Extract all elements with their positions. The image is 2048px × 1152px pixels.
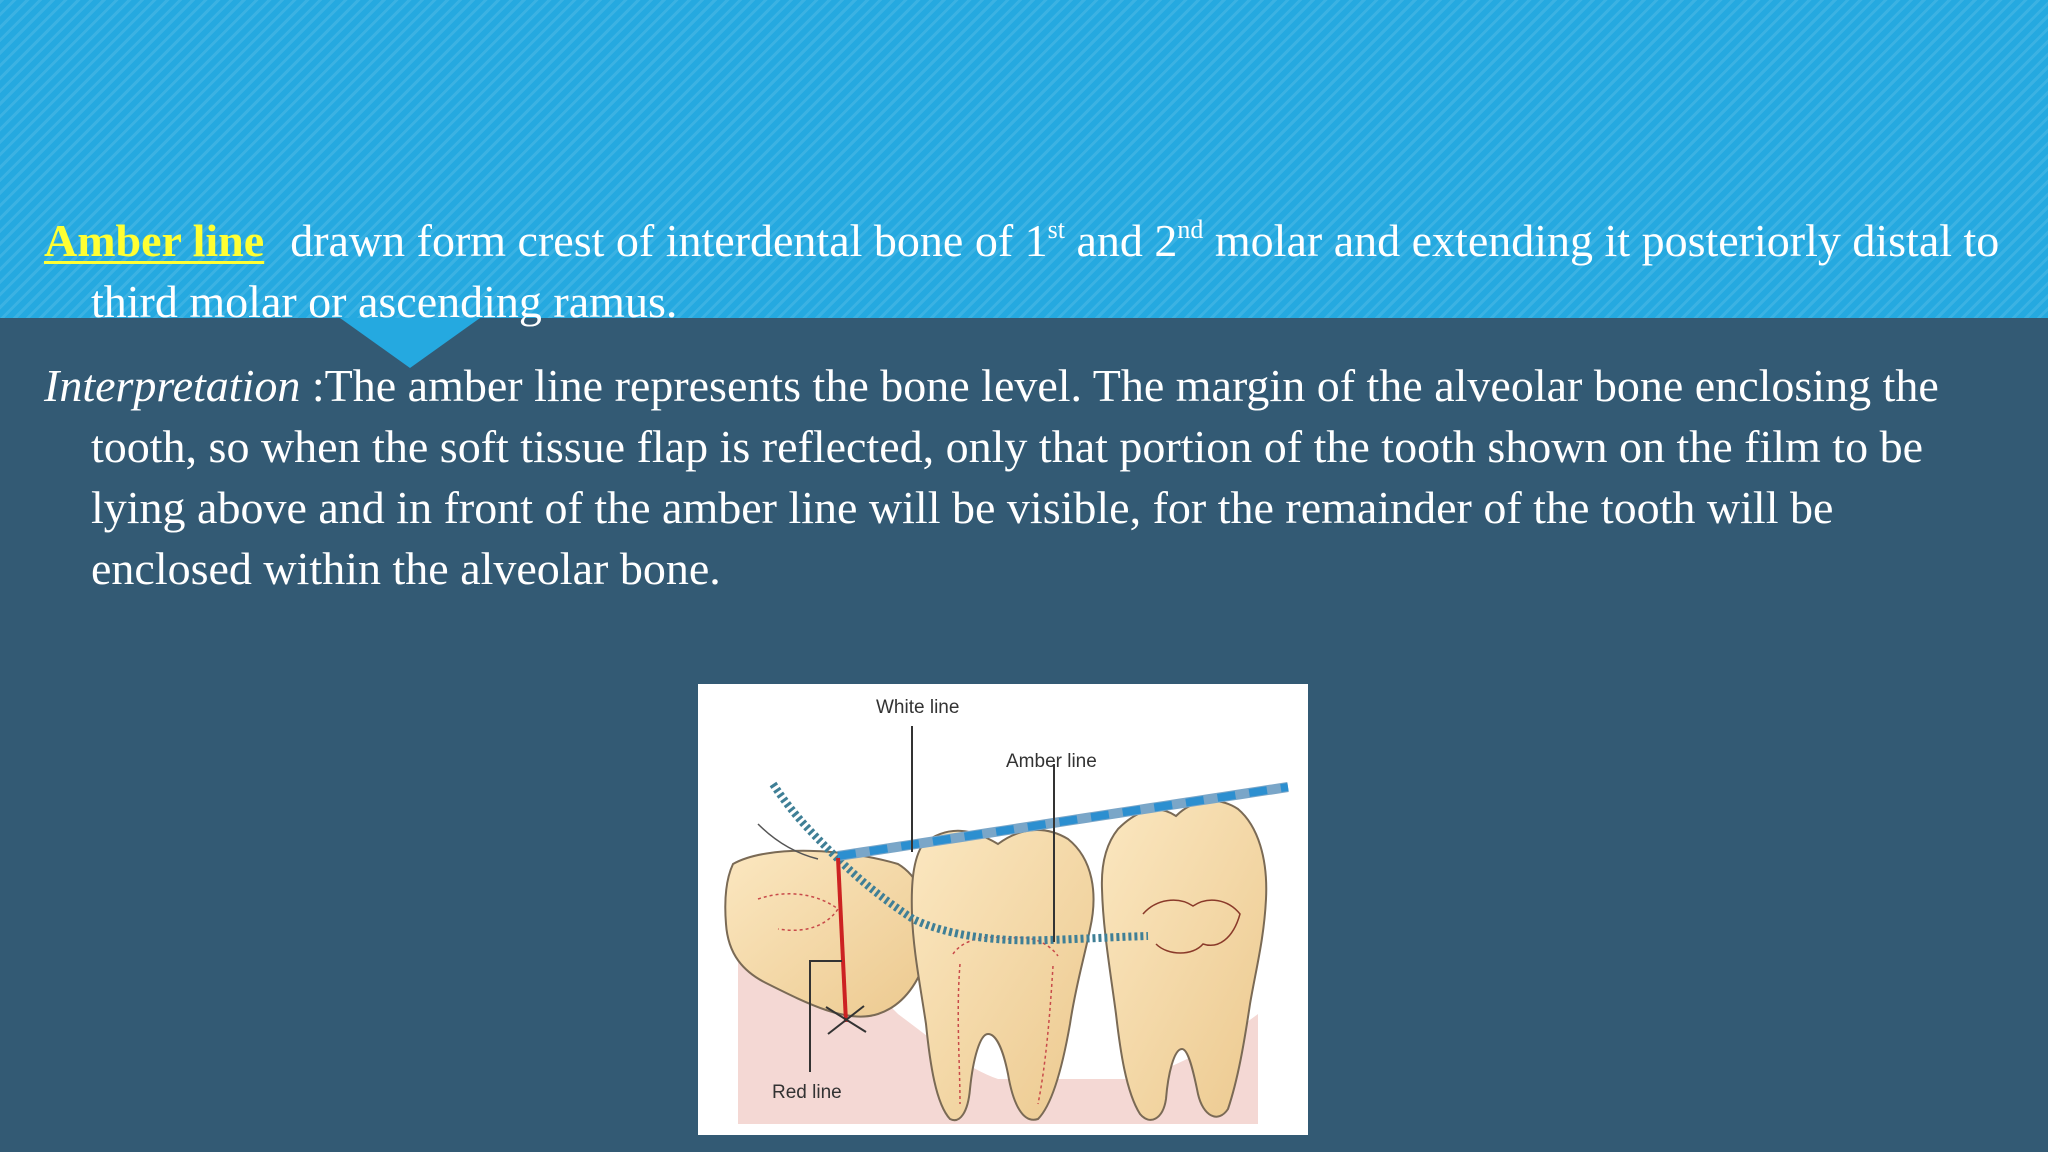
amber-line-paragraph bbox=[44, 210, 2004, 332]
interpretation-paragraph bbox=[44, 355, 2004, 599]
superscript-st: st bbox=[1047, 215, 1065, 244]
definition-text-3: molar and extending it posteriorly distal to third molar or ascending ramus. bbox=[91, 215, 2000, 327]
definition-text-2: and 2 bbox=[1064, 215, 1178, 266]
definition-text-1: drawn form crest of interdental bone of 1 bbox=[290, 215, 1048, 266]
tooth-diagram bbox=[698, 684, 1308, 1135]
red-line-label: Red line bbox=[772, 1082, 842, 1103]
second-molar bbox=[912, 830, 1094, 1120]
superscript-nd: nd bbox=[1177, 215, 1204, 244]
interpretation-heading: Interpretation bbox=[44, 360, 301, 411]
tooth-diagram-svg bbox=[698, 684, 1308, 1135]
amber-line-label: Amber line bbox=[1006, 751, 1097, 772]
slide-body bbox=[44, 210, 2004, 622]
amber-line-heading: Amber line bbox=[44, 215, 265, 266]
white-line-label: White line bbox=[876, 697, 960, 718]
interpretation-text: :The amber line represents the bone level. The margin of the alveolar bone enclosing the tooth, so when the soft tissue flap is reflected, only that portion of the tooth shown on the film to be lying above and in front of the amber line will be visible, for the remainder of the tooth will be enclosed within the alveolar bone. bbox=[91, 360, 1939, 594]
